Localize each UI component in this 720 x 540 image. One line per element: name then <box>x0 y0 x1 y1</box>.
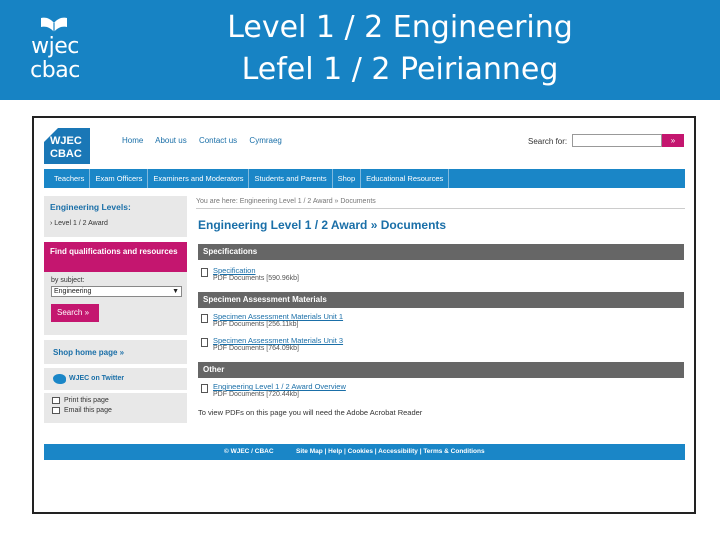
pdf-file-icon <box>201 314 208 323</box>
find-heading: Find qualifications and resources <box>44 242 187 272</box>
brand-line-2: cbac <box>30 58 80 83</box>
main-navigation <box>44 169 685 188</box>
levels-item-award[interactable]: › Level 1 / 2 Award <box>50 220 108 227</box>
footer-copyright: © WJEC / CBAC <box>224 448 274 455</box>
nav-educational-resources[interactable]: Educational Resources <box>361 169 449 188</box>
topnav-about-us[interactable]: About us <box>155 136 187 145</box>
document-link[interactable]: Specification <box>213 266 256 275</box>
subject-search-button[interactable]: Search » <box>51 304 99 322</box>
section-heading-specimen: Specimen Assessment Materials <box>198 292 684 308</box>
document-meta: PDF Documents [764.09kb] <box>213 345 299 352</box>
document-link[interactable]: Specimen Assessment Materials Unit 1 <box>213 312 344 321</box>
chevron-down-icon: ▼ <box>172 288 179 295</box>
twitter-bird-icon <box>53 374 66 384</box>
pdf-file-icon <box>201 338 208 347</box>
subject-select-value: Engineering <box>54 288 92 295</box>
site-logo[interactable] <box>44 128 90 164</box>
print-email-panel <box>44 393 187 423</box>
breadcrumb: You are here: Engineering Level 1 / 2 Award » Documents <box>196 198 685 209</box>
find-qualifications-panel <box>44 242 187 335</box>
website-screenshot <box>32 116 696 514</box>
document-meta: PDF Documents [720.44kb] <box>213 391 299 398</box>
topnav-cymraeg[interactable]: Cymraeg <box>249 136 282 145</box>
top-navigation <box>122 136 292 145</box>
engineering-levels-panel <box>44 196 187 237</box>
section-heading-other: Other <box>198 362 684 378</box>
slide-title-english: Level 1 / 2 Engineering <box>227 10 573 45</box>
brand-line-1: wjec <box>31 34 79 59</box>
print-link[interactable]: Print this page <box>64 397 109 404</box>
search-input[interactable] <box>572 134 662 147</box>
email-icon <box>52 407 60 414</box>
by-subject-label: by subject: <box>51 277 85 284</box>
section-heading-specifications: Specifications <box>198 244 684 260</box>
nav-examiners-moderators[interactable]: Examiners and Moderators <box>148 169 249 188</box>
nav-teachers[interactable]: Teachers <box>44 169 90 188</box>
nav-shop[interactable]: Shop <box>333 169 362 188</box>
page-title: Engineering Level 1 / 2 Award » Documents <box>198 218 447 232</box>
wjec-cbac-logo <box>22 14 88 84</box>
twitter-panel <box>44 368 187 390</box>
levels-heading: Engineering Levels: <box>50 202 131 212</box>
nav-students-parents[interactable]: Students and Parents <box>249 169 332 188</box>
site-footer <box>44 444 685 460</box>
slide-banner <box>0 0 720 100</box>
document-link[interactable]: Specimen Assessment Materials Unit 3 <box>213 336 344 345</box>
shop-home-link[interactable]: Shop home page » <box>53 348 125 357</box>
subject-select[interactable] <box>51 286 182 297</box>
pdf-file-icon <box>201 384 208 393</box>
topnav-home[interactable]: Home <box>122 136 144 145</box>
pdf-file-icon <box>201 268 208 277</box>
print-icon <box>52 397 60 404</box>
document-meta: PDF Documents [590.96kb] <box>213 275 299 282</box>
search-label: Search for: <box>528 137 568 146</box>
site-logo-line-2: CBAC <box>50 148 82 160</box>
site-logo-line-1: WJEC <box>50 135 82 147</box>
twitter-link[interactable]: WJEC on Twitter <box>69 375 125 382</box>
topnav-contact-us[interactable]: Contact us <box>198 136 238 145</box>
footer-links[interactable]: Site Map | Help | Cookies | Accessibility | Terms & Conditions <box>296 448 485 455</box>
shop-panel <box>44 340 187 364</box>
document-meta: PDF Documents [256.11kb] <box>213 321 299 328</box>
slide-title-welsh: Lefel 1 / 2 Peirianneg <box>241 52 559 87</box>
search-go-button[interactable]: » <box>662 134 684 147</box>
document-link[interactable]: Engineering Level 1 / 2 Award Overview <box>213 382 346 391</box>
email-link[interactable]: Email this page <box>64 407 112 414</box>
acrobat-reader-note: To view PDFs on this page you will need the Adobe Acrobat Reader <box>198 408 423 417</box>
book-icon <box>40 14 68 34</box>
nav-exam-officers[interactable]: Exam Officers <box>90 169 148 188</box>
